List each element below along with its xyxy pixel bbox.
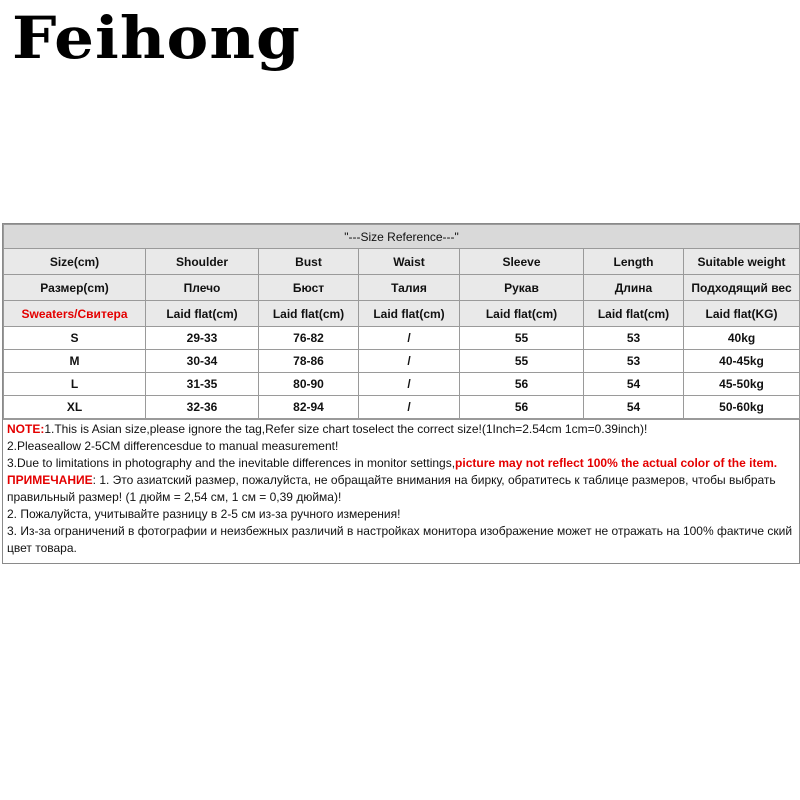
header-cell: Талия (359, 275, 460, 301)
size-chart (2, 223, 800, 564)
size-reference-title: "---Size Reference---" (4, 225, 800, 249)
measure-cell: Laid flat(cm) (460, 301, 584, 327)
notes-section (3, 419, 799, 563)
header-row-en (4, 249, 800, 275)
table-cell: 40-45kg (684, 350, 800, 373)
measure-row (4, 301, 800, 327)
table-cell: 54 (584, 396, 684, 419)
header-cell: Sleeve (460, 249, 584, 275)
note-text: 3.Due to limitations in photography and the inevitable differences in monitor settings, (7, 456, 456, 470)
table-row (4, 373, 800, 396)
table-cell: 32-36 (146, 396, 259, 419)
table-cell: / (359, 350, 460, 373)
header-cell: Размер(cm) (4, 275, 146, 301)
table-cell: 45-50kg (684, 373, 800, 396)
measure-cell: Laid flat(KG) (684, 301, 800, 327)
header-cell: Плечо (146, 275, 259, 301)
size-table (3, 224, 800, 419)
table-cell: 55 (460, 327, 584, 350)
note-highlight: picture may not reflect 100% the actual color of the item. (455, 456, 778, 470)
table-cell: 53 (584, 350, 684, 373)
table-cell: 80-90 (259, 373, 359, 396)
note-line-ru-2: 2. Пожалуйста, учитывайте разницу в 2-5 см из-за ручного измерения! (7, 507, 401, 521)
size-cell: XL (4, 396, 146, 419)
note-text: 1.This is Asian size,please ignore the tag,Refer size chart toselect the correct size!(1Inch=2.54cm 1cm=0.39inch)! (44, 422, 648, 436)
title-row (4, 225, 800, 249)
table-cell: / (359, 373, 460, 396)
category-cell: Sweaters/Свитера (4, 301, 146, 327)
note-text: : 1. Это азиатский размер, пожалуйста, не обращайте внимания на бирку, обратитесь к таблице размеров, чтобы выбрать правильный размер! (1 дюйм = 2,54 см, 1 см = 0,39 дюйма)! (7, 473, 776, 504)
table-cell: 56 (460, 396, 584, 419)
header-cell: Подходящий вес (684, 275, 800, 301)
table-cell: 50-60kg (684, 396, 800, 419)
note-label-ru: ПРИМЕЧАНИЕ (7, 473, 93, 487)
table-cell: 82-94 (259, 396, 359, 419)
table-row (4, 327, 800, 350)
header-cell: Length (584, 249, 684, 275)
header-row-ru (4, 275, 800, 301)
note-label: NOTE: (7, 422, 45, 436)
measure-cell: Laid flat(cm) (146, 301, 259, 327)
table-cell: 29-33 (146, 327, 259, 350)
note-line-ru-1 (7, 472, 795, 506)
header-cell: Длина (584, 275, 684, 301)
note-line-ru-3: 3. Из-за ограничений в фотографии и неизбежных различий в настройках монитора изображение может не отражать на 100% фактиче ский цвет товара. (7, 524, 793, 555)
table-row (4, 350, 800, 373)
table-cell: 56 (460, 373, 584, 396)
table-cell: 76-82 (259, 327, 359, 350)
measure-cell: Laid flat(cm) (259, 301, 359, 327)
table-cell: 53 (584, 327, 684, 350)
table-cell: 54 (584, 373, 684, 396)
header-cell: Bust (259, 249, 359, 275)
header-cell: Suitable weight (684, 249, 800, 275)
header-cell: Бюст (259, 275, 359, 301)
header-cell: Рукав (460, 275, 584, 301)
brand-logo: Feihong (12, 4, 301, 72)
measure-cell: Laid flat(cm) (359, 301, 460, 327)
note-line-1 (7, 421, 795, 438)
table-cell: / (359, 396, 460, 419)
size-cell: M (4, 350, 146, 373)
table-cell: / (359, 327, 460, 350)
header-cell: Size(cm) (4, 249, 146, 275)
table-cell: 55 (460, 350, 584, 373)
table-cell: 78-86 (259, 350, 359, 373)
size-cell: S (4, 327, 146, 350)
table-cell: 40kg (684, 327, 800, 350)
measure-cell: Laid flat(cm) (584, 301, 684, 327)
size-cell: L (4, 373, 146, 396)
note-line-2: 2.Pleaseallow 2-5CM differencesdue to manual measurement! (7, 439, 339, 453)
header-cell: Waist (359, 249, 460, 275)
header-cell: Shoulder (146, 249, 259, 275)
table-row (4, 396, 800, 419)
table-cell: 31-35 (146, 373, 259, 396)
note-line-3 (7, 455, 795, 472)
table-cell: 30-34 (146, 350, 259, 373)
